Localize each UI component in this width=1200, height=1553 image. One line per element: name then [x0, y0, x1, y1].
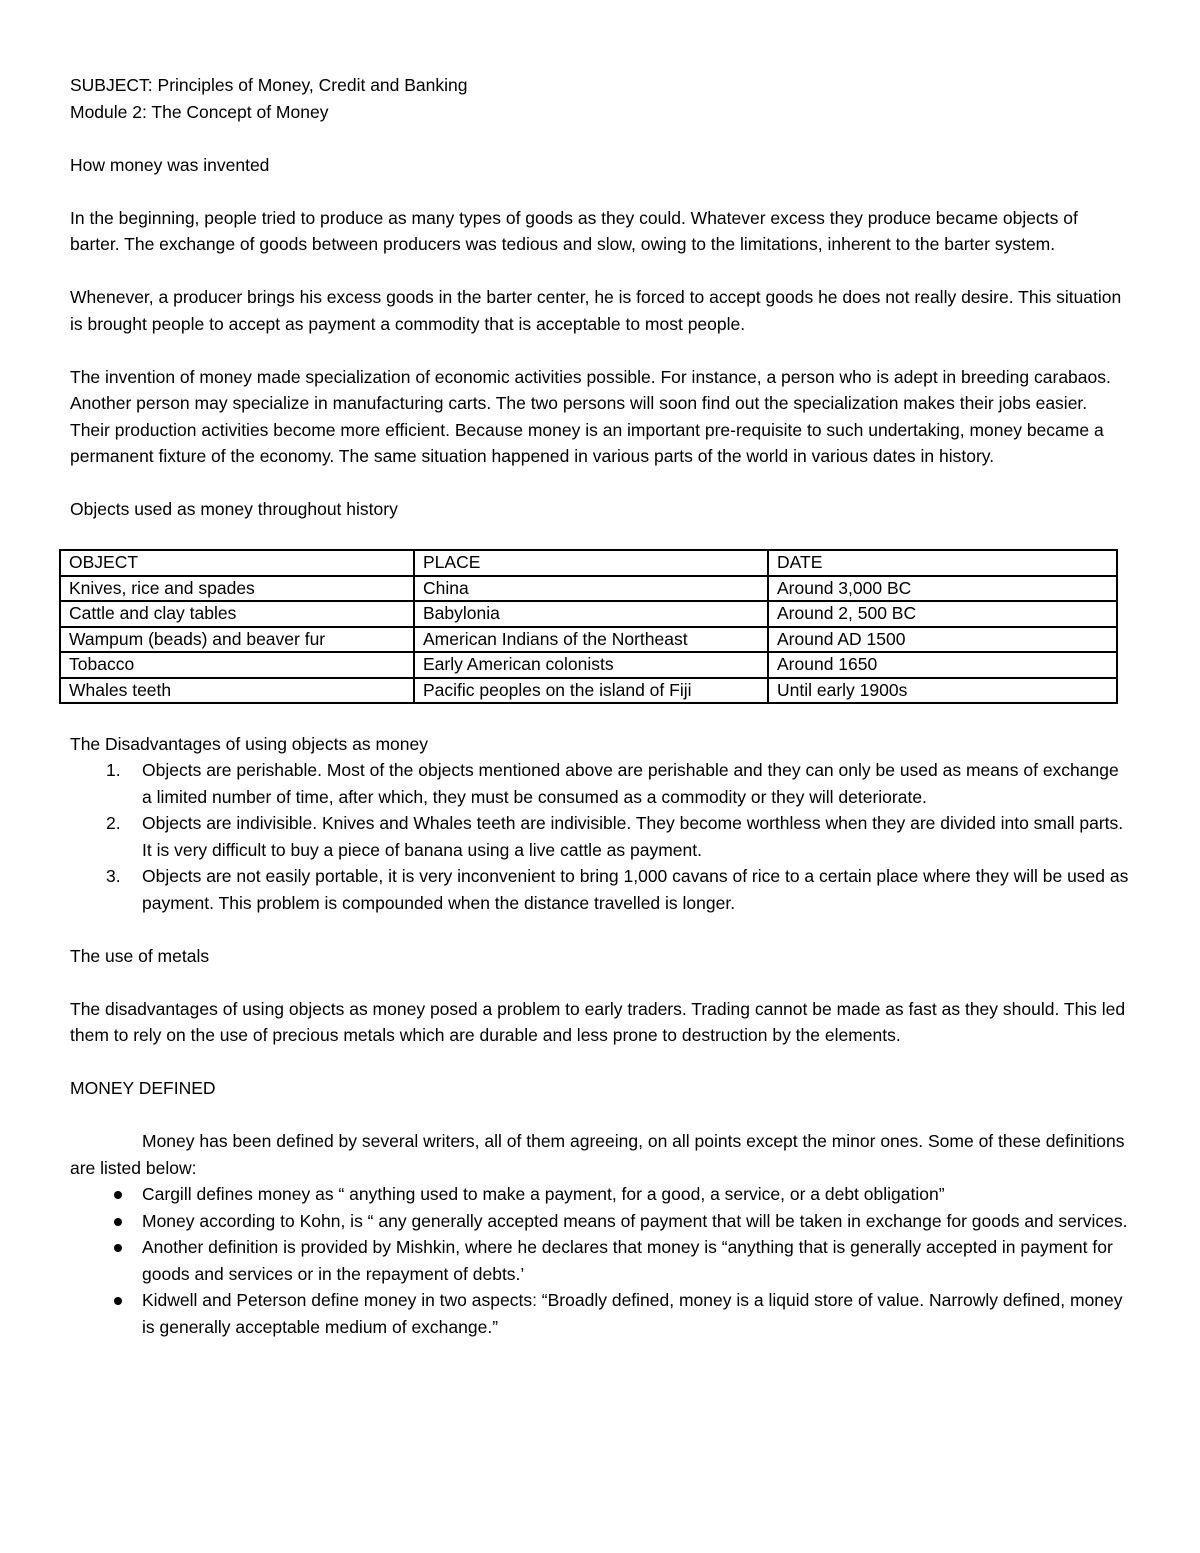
bullet-icon	[114, 1297, 122, 1305]
paragraph-barter: In the beginning, people tried to produce as many types of goods as they could. Whatever excess they produce became objects of barter. The exchange of goods between producers was tedious and slow, owing to the limitations, inherent to the barter system.	[70, 207, 1078, 254]
list-item-text: Objects are perishable. Most of the objects mentioned above are perishable and they can only be used as means of exchange a limited number of time, after which, they must be consumed as a commodity or they will deteriorate.	[142, 760, 1119, 807]
table-row	[60, 576, 1117, 602]
table-cell: American Indians of the Northeast	[414, 627, 768, 653]
section-heading-disadvantages: The Disadvantages of using objects as money	[70, 733, 428, 754]
list-number: 1.	[106, 760, 121, 780]
table-cell: China	[414, 576, 768, 602]
list-item-text: Objects are indivisible. Knives and Whales teeth are indivisible. They become worthless when they are divided into small parts. It is very difficult to buy a piece of banana using a live cattle as payment.	[142, 813, 1124, 860]
table-cell: Around 3,000 BC	[768, 576, 1117, 602]
table-cell: Until early 1900s	[768, 678, 1117, 704]
section-heading-money-defined: MONEY DEFINED	[70, 1078, 216, 1098]
spacer	[70, 178, 1130, 205]
list-item	[70, 757, 1130, 810]
objects-table	[59, 549, 1118, 704]
spacer	[70, 470, 1130, 497]
table-cell: Tobacco	[60, 652, 414, 678]
table-cell: Whales teeth	[60, 678, 414, 704]
section-heading-invented: How money was invented	[70, 154, 270, 175]
bullet-icon	[114, 1191, 122, 1199]
table-header-cell: PLACE	[414, 550, 768, 576]
list-number: 2.	[106, 813, 121, 833]
table-cell: Around 2, 500 BC	[768, 601, 1117, 627]
bullet-icon	[114, 1218, 122, 1226]
bullet-icon	[114, 1244, 122, 1252]
table-cell: Pacific peoples on the island of Fiji	[414, 678, 768, 704]
spacer	[70, 916, 1130, 943]
spacer	[70, 704, 1130, 731]
table-cell: Wampum (beads) and beaver fur	[60, 627, 414, 653]
document-page	[70, 72, 1130, 1340]
list-item	[70, 810, 1130, 863]
table-header-cell: OBJECT	[60, 550, 414, 576]
paragraph-definitions-intro: Money has been defined by several writers, all of them agreeing, on all points except the minor ones. Some of these definitions are listed below:	[70, 1131, 1125, 1178]
list-item	[70, 1287, 1130, 1340]
paragraph-specialization: The invention of money made specialization of economic activities possible. For instance, a person who is adept in breeding carabaos. Another person may specialize in manufacturing carts. The two persons will soon find out the specialization makes their jobs easier. Their production activities become more efficient. Because money is an important pre-requisite to such undertaking, money became a permanent fixture of the economy. The same situation happened in various parts of the world in various dates in history.	[70, 366, 1111, 466]
table-cell: Around AD 1500	[768, 627, 1117, 653]
table-row	[60, 601, 1117, 627]
table-header-row	[60, 550, 1117, 576]
spacer	[70, 1049, 1130, 1076]
list-item	[70, 863, 1130, 916]
spacer	[70, 523, 1130, 550]
table-cell: Knives, rice and spades	[60, 576, 414, 602]
spacer	[70, 258, 1130, 285]
disadvantages-list	[70, 757, 1130, 916]
list-item-text: Another definition is provided by Mishkin, where he declares that money is “anything that is generally accepted in payment for goods and services or in the repayment of debts.’	[142, 1237, 1113, 1284]
section-heading-metals: The use of metals	[70, 945, 210, 966]
spacer	[70, 337, 1130, 364]
list-item	[70, 1208, 1130, 1235]
list-item-text: Cargill defines money as “ anything used to make a payment, for a good, a service, or a debt obligation”	[142, 1184, 945, 1204]
table-row	[60, 627, 1117, 653]
list-item-text: Kidwell and Peterson define money in two aspects: “Broadly defined, money is a liquid store of value. Narrowly defined, money is generally acceptable medium of exchange.”	[142, 1290, 1123, 1337]
list-item	[70, 1234, 1130, 1287]
list-item-text: Money according to Kohn, is “ any generally accepted means of payment that will be taken in exchange for goods and services.	[142, 1210, 1128, 1231]
paragraph-producer: Whenever, a producer brings his excess goods in the barter center, he is forced to accept goods he does not really desire. This situation is brought people to accept as payment a commodity that is acceptable to most people.	[70, 287, 1122, 334]
table-cell: Cattle and clay tables	[60, 601, 414, 627]
list-number: 3.	[106, 866, 121, 886]
table-row	[60, 678, 1117, 704]
spacer	[70, 1102, 1130, 1129]
list-item-text: Objects are not easily portable, it is very inconvenient to bring 1,000 cavans of rice to a certain place where they will be used as payment. This problem is compounded when the distance travelled is longer.	[142, 866, 1129, 913]
spacer	[70, 125, 1130, 152]
table-cell: Early American colonists	[414, 652, 768, 678]
list-item	[70, 1181, 1130, 1208]
table-row	[60, 652, 1117, 678]
table-cell: Babylonia	[414, 601, 768, 627]
module-title: Module 2: The Concept of Money	[70, 101, 329, 122]
spacer	[70, 969, 1130, 996]
section-heading-objects: Objects used as money throughout history	[70, 499, 398, 519]
paragraph-metals: The disadvantages of using objects as money posed a problem to early traders. Trading cannot be made as fast as they should. This led them to rely on the use of precious metals which are durable and less prone to destruction by the elements.	[70, 998, 1126, 1045]
subject-line: SUBJECT: Principles of Money, Credit and Banking	[70, 75, 468, 95]
definitions-list	[70, 1181, 1130, 1340]
table-header-cell: DATE	[768, 550, 1117, 576]
table-cell: Around 1650	[768, 652, 1117, 678]
